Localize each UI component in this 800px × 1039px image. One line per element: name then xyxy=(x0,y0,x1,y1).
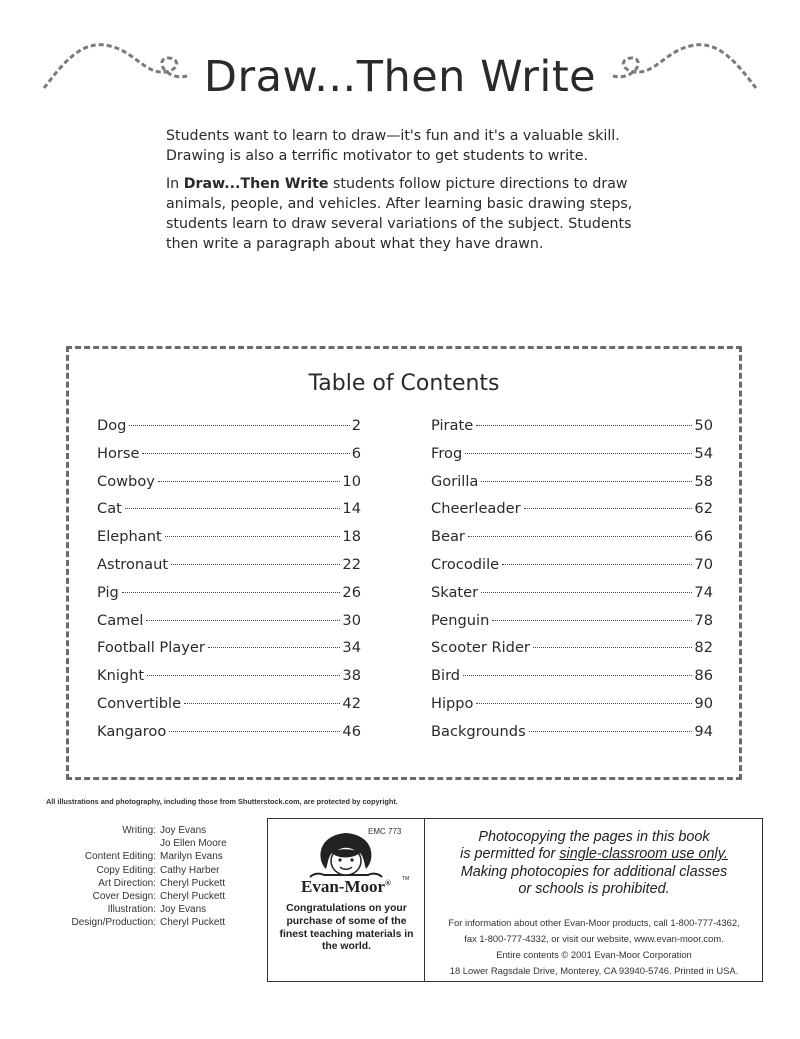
toc-entry-page: 94 xyxy=(694,722,713,740)
credit-row xyxy=(40,850,227,863)
toc-entry-page: 62 xyxy=(694,500,713,518)
toc-entry-label: Cat xyxy=(97,500,122,518)
toc-leader-dots xyxy=(146,620,340,621)
toc-entry-label: Cheerleader xyxy=(431,500,521,518)
intro-paragraph-2 xyxy=(166,174,646,254)
toc-entry-page: 78 xyxy=(694,611,713,629)
toc-entry xyxy=(97,445,361,473)
toc-entry-label: Kangaroo xyxy=(97,722,167,740)
toc-column-right xyxy=(431,417,713,751)
notice-line-2-prefix: is permitted for xyxy=(460,846,560,863)
toc-entry-label: Elephant xyxy=(97,528,162,546)
toc-leader-dots xyxy=(184,703,340,704)
credit-name: Cathy Harber xyxy=(160,864,220,876)
toc-entry-label: Pig xyxy=(97,583,119,601)
toc-leader-dots xyxy=(476,425,692,426)
toc-leader-dots xyxy=(524,508,693,509)
toc-entry-label: Camel xyxy=(97,611,144,629)
intro-p2-suffix: students follow picture directions to draw animals, people, and vehicles. After learning basic drawing steps, students learn to draw several variations of the subject. Students then write a paragraph about what they have drawn. xyxy=(166,176,633,252)
toc-entry xyxy=(431,695,713,723)
toc-entry xyxy=(97,695,361,723)
notice-line-2-underline: single-classroom use only. xyxy=(559,846,728,863)
toc-entry-label: Gorilla xyxy=(431,472,479,490)
toc-entry-page: 18 xyxy=(342,528,361,546)
toc-entry xyxy=(431,473,713,501)
toc-entry-page: 66 xyxy=(694,528,713,546)
credit-name: Joy Evans xyxy=(160,904,207,916)
toc-entry xyxy=(431,723,713,751)
toc-leader-dots xyxy=(125,508,341,509)
toc-entry-label: Football Player xyxy=(97,639,205,657)
intro-p2-prefix: In xyxy=(166,176,184,192)
toc-entry xyxy=(97,639,361,667)
copyright-notice: All illustrations and photography, including those from Shutterstock.com, are protected by copyright. xyxy=(46,797,398,806)
toc-entry-label: Bird xyxy=(431,667,461,685)
toc-leader-dots xyxy=(129,425,349,426)
toc-entry-label: Frog xyxy=(431,444,463,462)
publisher-brand xyxy=(268,877,424,897)
toc-entry xyxy=(431,500,713,528)
toc-leader-dots xyxy=(502,564,692,565)
toc-entry-page: 14 xyxy=(342,500,361,518)
toc-entry-page: 54 xyxy=(694,444,713,462)
child-face-icon xyxy=(308,829,384,879)
toc-entry xyxy=(431,556,713,584)
trademark-mark: TM xyxy=(402,876,410,882)
contact-info xyxy=(426,915,762,979)
credit-row xyxy=(40,864,227,877)
credit-role xyxy=(40,837,160,850)
toc-entry-page: 86 xyxy=(694,667,713,685)
toc-entry-page: 30 xyxy=(342,611,361,629)
toc-entry-page: 50 xyxy=(694,417,713,434)
toc-entry-page: 34 xyxy=(342,639,361,657)
toc-heading: Table of Contents xyxy=(308,371,500,396)
toc-leader-dots xyxy=(465,453,692,454)
toc-entry xyxy=(97,500,361,528)
credit-name: Cheryl Puckett xyxy=(160,917,226,929)
toc-entry-label: Backgrounds xyxy=(431,722,526,740)
toc-leader-dots xyxy=(533,647,693,648)
toc-leader-dots xyxy=(158,481,341,482)
credit-name: Joy Evans xyxy=(160,825,207,836)
credit-name: Cheryl Puckett xyxy=(160,877,226,889)
credit-name: Jo Ellen Moore xyxy=(160,838,227,850)
toc-entry-page: 70 xyxy=(694,555,713,573)
toc-entry xyxy=(431,667,713,695)
toc-entry xyxy=(431,584,713,612)
toc-entry-page: 74 xyxy=(694,583,713,601)
toc-entry-page: 82 xyxy=(694,639,713,657)
toc-entry xyxy=(97,584,361,612)
toc-entry-label: Crocodile xyxy=(431,555,500,573)
credit-role: Writing: xyxy=(122,825,156,836)
toc-entry-label: Knight xyxy=(97,667,145,685)
credit-role: Illustration: xyxy=(107,904,156,916)
table-of-contents xyxy=(66,346,742,780)
toc-entry-page: 2 xyxy=(351,417,361,434)
toc-entry-label: Astronaut xyxy=(97,555,169,573)
publisher-info-box xyxy=(267,818,763,982)
toc-entry-page: 10 xyxy=(342,472,361,490)
toc-entry xyxy=(97,528,361,556)
page-title: Draw...Then Write xyxy=(203,52,597,102)
credit-row xyxy=(40,890,227,903)
contact-line-3: Entire contents © 2001 Evan-Moor Corporation xyxy=(496,949,692,960)
toc-entry-label: Pirate xyxy=(431,417,474,434)
toc-entry-label: Penguin xyxy=(431,611,490,629)
toc-entry-page: 90 xyxy=(694,694,713,712)
toc-leader-dots xyxy=(122,592,341,593)
toc-leader-dots xyxy=(481,481,692,482)
toc-entry-label: Skater xyxy=(431,583,479,601)
toc-entry-label: Scooter Rider xyxy=(431,639,530,657)
brand-name: Evan-Moor xyxy=(300,877,386,896)
toc-entry-label: Bear xyxy=(431,528,465,546)
toc-entry xyxy=(97,612,361,640)
credit-role: Art Direction: xyxy=(98,877,156,889)
toc-entry xyxy=(431,612,713,640)
credit-row xyxy=(40,877,227,890)
toc-leader-dots xyxy=(142,453,349,454)
toc-leader-dots xyxy=(147,675,340,676)
toc-entry xyxy=(97,417,361,445)
toc-leader-dots xyxy=(208,647,341,648)
contact-line-4: 18 Lower Ragsdale Drive, Monterey, CA 93940-5746. Printed in USA. xyxy=(449,965,739,976)
credits-list xyxy=(40,824,227,930)
credit-name: Cheryl Puckett xyxy=(160,891,226,903)
credit-row xyxy=(40,903,227,916)
toc-entry xyxy=(97,667,361,695)
toc-entry-page: 58 xyxy=(694,472,713,490)
notice-line-4: or schools is prohibited. xyxy=(518,881,670,898)
toc-leader-dots xyxy=(481,592,692,593)
toc-entry-label: Convertible xyxy=(97,694,182,712)
toc-leader-dots xyxy=(468,536,692,537)
credit-role: Copy Editing: xyxy=(96,864,156,876)
toc-entry xyxy=(431,445,713,473)
credit-row xyxy=(40,837,227,850)
toc-entry-page: 6 xyxy=(351,444,361,462)
credit-row xyxy=(40,916,227,929)
toc-entry xyxy=(431,528,713,556)
notice-line-1: Photocopying the pages in this book xyxy=(478,829,710,845)
credit-role: Cover Design: xyxy=(92,891,156,903)
toc-entry-page: 38 xyxy=(342,667,361,685)
toc-entry-label: Dog xyxy=(97,417,127,434)
toc-entry-page: 22 xyxy=(342,555,361,573)
intro-paragraph-1: Students want to learn to draw—it's fun and it's a valuable skill. Drawing is also a terrific motivator to get students to write. xyxy=(166,128,620,164)
toc-leader-dots xyxy=(492,620,692,621)
credit-row xyxy=(40,824,227,837)
intro-p2-title: Draw...Then Write xyxy=(183,176,329,192)
toc-entry-page: 46 xyxy=(342,722,361,740)
credit-name: Marilyn Evans xyxy=(160,851,223,863)
toc-leader-dots xyxy=(171,564,340,565)
toc-entry-label: Cowboy xyxy=(97,472,155,490)
product-code: EMC 773 xyxy=(368,827,402,836)
notice-line-2 xyxy=(426,846,762,863)
toc-leader-dots xyxy=(169,731,340,732)
contact-line-2: fax 1-800-777-4332, or visit our website, www.evan-moor.com. xyxy=(464,933,724,944)
toc-leader-dots xyxy=(529,731,693,732)
notice-panel xyxy=(426,819,762,981)
publisher-logo-panel xyxy=(268,819,425,981)
toc-entry-label: Horse xyxy=(97,444,140,462)
toc-leader-dots xyxy=(476,703,692,704)
credit-role: Content Editing: xyxy=(84,851,156,863)
toc-leader-dots xyxy=(463,675,692,676)
photocopy-notice xyxy=(426,829,762,899)
toc-entry-page: 42 xyxy=(342,694,361,712)
toc-column-left xyxy=(97,417,361,751)
toc-entry xyxy=(431,639,713,667)
toc-entry xyxy=(97,556,361,584)
toc-entry xyxy=(431,417,713,445)
toc-entry xyxy=(97,473,361,501)
notice-line-3: Making photocopies for additional classes xyxy=(460,863,728,880)
contact-line-1: For information about other Evan-Moor products, call 1-800-777-4362, xyxy=(448,917,740,928)
registered-mark: ® xyxy=(385,878,392,888)
congratulations-text: Congratulations on your purchase of some of the finest teaching materials in the world. xyxy=(279,903,414,953)
credit-role: Design/Production: xyxy=(71,917,156,929)
toc-entry-page: 26 xyxy=(342,583,361,601)
toc-entry-label: Hippo xyxy=(431,694,474,712)
toc-leader-dots xyxy=(165,536,341,537)
toc-entry xyxy=(97,723,361,751)
intro-text xyxy=(166,126,646,262)
